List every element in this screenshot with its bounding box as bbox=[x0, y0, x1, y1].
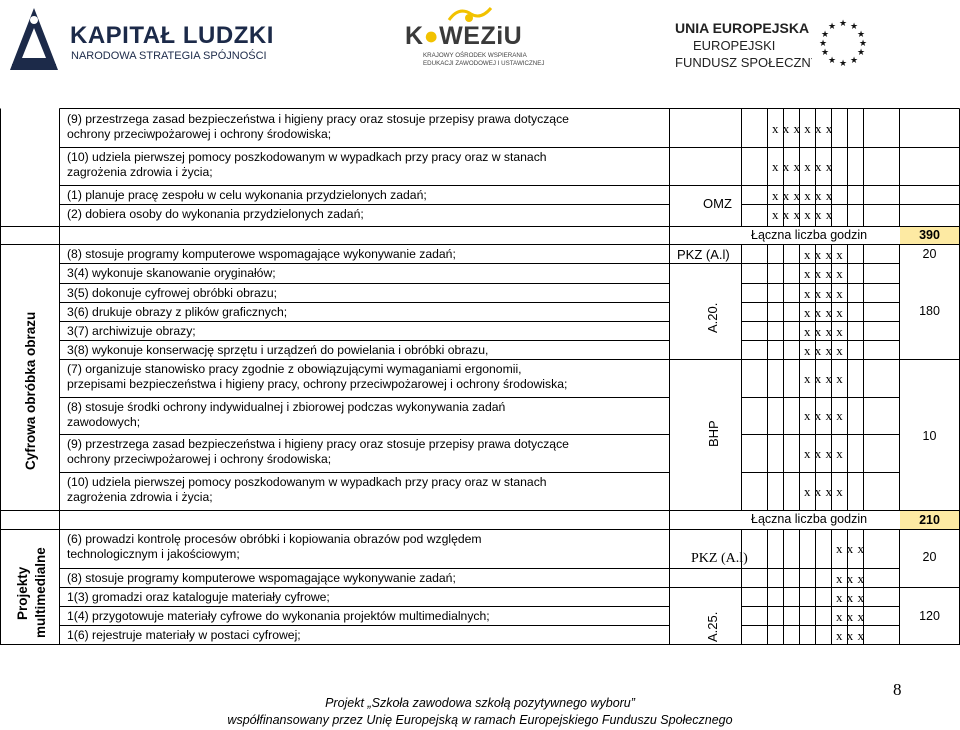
total-hours-value: 390 bbox=[900, 227, 959, 244]
list-item: 3(7) archiwizuje obrazy; bbox=[67, 324, 196, 338]
list-item: 1(4) przygotowuje materiały cyfrowe do wykonania projektów multimedialnych; bbox=[67, 609, 490, 623]
svg-text:★: ★ bbox=[820, 29, 830, 39]
svg-text:★: ★ bbox=[858, 38, 868, 48]
x-marks: x x x x bbox=[804, 247, 844, 262]
x-marks: x x x x x x bbox=[772, 159, 833, 174]
row-text-line: (7) organizuje stanowisko pracy zgodnie z obowiązującymi wymaganiami ergonomii, bbox=[67, 362, 522, 376]
x-marks: x x x x bbox=[804, 484, 844, 499]
total-hours-label: Łączna liczba godzin bbox=[751, 228, 868, 242]
row-text-line: zagrożenia zdrowia i życia; bbox=[67, 165, 213, 179]
module-code: OMZ bbox=[703, 196, 732, 211]
module-code-vertical: A.20. bbox=[705, 302, 720, 333]
row-text-line: (8) stosuje środki ochrony indywidualnej i zbiorowej podczas wykonywania zadań bbox=[67, 400, 506, 414]
svg-text:★: ★ bbox=[849, 55, 859, 65]
x-marks: x x x bbox=[836, 590, 865, 605]
list-item: (8) stosuje programy komputerowe wspomagające wykonywanie zadań; bbox=[67, 247, 456, 261]
hours-value: 20 bbox=[922, 550, 937, 564]
module-code: PKZ (A.l) bbox=[677, 247, 730, 262]
list-item: (8) stosuje programy komputerowe wspomagające wykonywanie zadań; bbox=[67, 571, 456, 585]
list-item bbox=[67, 112, 569, 142]
footer-project-title: Projekt „Szkoła zawodowa szkołą pozytywnego wyboru” bbox=[325, 696, 635, 710]
row-text-line: przepisami bezpieczeństwa i higieny pracy, ochrony przeciwpożarowej i ochrony środowiska; bbox=[67, 377, 568, 391]
hours-value: 10 bbox=[922, 429, 937, 443]
list-item bbox=[67, 532, 482, 562]
module-code: PKZ (A.l) bbox=[691, 551, 748, 566]
kapital-ludzki-subtitle: NARODOWA STRATEGIA SPÓJNOŚCI bbox=[71, 50, 267, 62]
section-side-label: Projekty bbox=[15, 566, 30, 620]
hours-value: 20 bbox=[922, 247, 937, 261]
list-item: 1(6) rejestruje materiały w postaci cyfrowej; bbox=[67, 628, 301, 642]
module-code-vertical: BHP bbox=[706, 420, 721, 447]
x-marks: x x x bbox=[836, 541, 865, 556]
svg-text:★: ★ bbox=[849, 21, 859, 31]
row-text-line: technologicznym i jakościowym; bbox=[67, 547, 240, 561]
svg-text:★: ★ bbox=[820, 47, 830, 57]
hours-value: 120 bbox=[919, 609, 940, 623]
module-code-vertical: A.25. bbox=[705, 611, 720, 642]
total-hours-value: 210 bbox=[900, 511, 959, 529]
x-marks: x x x x bbox=[804, 343, 844, 358]
x-marks: x x x x bbox=[804, 286, 844, 301]
x-marks: x x x bbox=[836, 628, 865, 643]
svg-text:★: ★ bbox=[818, 38, 828, 48]
hours-value: 180 bbox=[919, 304, 940, 318]
list-item: 3(4) wykonuje skanowanie oryginałów; bbox=[67, 266, 276, 280]
list-item: (1) planuje pracę zespołu w celu wykonania przydzielonych zadań; bbox=[67, 188, 427, 202]
svg-text:★: ★ bbox=[856, 29, 866, 39]
eu-line-2: EUROPEJSKI bbox=[693, 38, 776, 53]
list-item bbox=[67, 400, 505, 430]
list-item: 3(6) drukuje obrazy z plików graficznych; bbox=[67, 305, 288, 319]
eu-line-1: UNIA EUROPEJSKA bbox=[675, 20, 810, 36]
list-item: 3(8) wykonuje konserwację sprzętu i urządzeń do powielania i obróbki obrazu, bbox=[67, 343, 489, 357]
total-hours-label: Łączna liczba godzin bbox=[751, 512, 868, 526]
x-marks: x x x bbox=[836, 609, 865, 624]
row-text-line: ochrony przeciwpożarowej i ochrony środowiska; bbox=[67, 452, 332, 466]
list-item bbox=[67, 150, 547, 180]
row-text-line: (10) udziela pierwszej pomocy poszkodowanym w wypadkach przy pracy oraz w stanach bbox=[67, 150, 547, 164]
row-text-line: ochrony przeciwpożarowej i ochrony środowiska; bbox=[67, 127, 332, 141]
kowezu-wordmark: K●WEZiU bbox=[405, 22, 523, 50]
row-text-line: zagrożenia zdrowia i życia; bbox=[67, 490, 213, 504]
x-marks: x x x x bbox=[804, 324, 844, 339]
eu-line-3: FUNDUSZ SPOŁECZNY bbox=[675, 55, 820, 70]
row-text-line: (10) udziela pierwszej pomocy poszkodowanym w wypadkach przy pracy oraz w stanach bbox=[67, 475, 547, 489]
svg-text:★: ★ bbox=[827, 55, 837, 65]
kowezu-subtitle-2: EDUKACJI ZAWODOWEJ I USTAWICZNEJ bbox=[423, 60, 545, 67]
list-item: 3(5) dokonuje cyfrowej obróbki obrazu; bbox=[67, 286, 278, 300]
x-marks: x x x x bbox=[804, 266, 844, 281]
list-item: 1(3) gromadzi oraz kataloguje materiały cyfrowe; bbox=[67, 590, 330, 604]
list-item bbox=[67, 475, 547, 505]
svg-text:★: ★ bbox=[838, 58, 848, 68]
row-text-line: (9) przestrzega zasad bezpieczeństwa i higieny pracy oraz stosuje przepisy prawa dotyczące bbox=[67, 437, 569, 451]
x-marks: x x x x x x bbox=[772, 188, 833, 203]
list-item: (2) dobiera osoby do wykonania przydzielonych zadań; bbox=[67, 207, 364, 221]
svg-text:★: ★ bbox=[856, 47, 866, 57]
list-item bbox=[67, 437, 569, 467]
svg-text:★: ★ bbox=[827, 21, 837, 31]
section-side-label: Cyfrowa obróbka obrazu bbox=[23, 311, 38, 470]
x-marks: x x x x bbox=[804, 408, 844, 423]
x-marks: x x x x x x bbox=[772, 121, 833, 136]
section-side-label: multimedialne bbox=[33, 547, 48, 638]
footer-funding-note: współfinansowany przez Unię Europejską w ramach Europejskiego Funduszu Społecznego bbox=[227, 713, 733, 727]
page-number: 8 bbox=[893, 680, 902, 699]
row-text-line: (6) prowadzi kontrolę procesów obróbki i kopiowania obrazów pod względem bbox=[67, 532, 482, 546]
x-marks: x x x bbox=[836, 571, 865, 586]
list-item bbox=[67, 362, 567, 392]
kowezu-subtitle-1: KRAJOWY OŚRODEK WSPIERANIA bbox=[423, 52, 527, 59]
x-marks: x x x x x x bbox=[772, 207, 833, 222]
row-text-line: (9) przestrzega zasad bezpieczeństwa i higieny pracy oraz stosuje przepisy prawa dotyczące bbox=[67, 112, 569, 126]
x-marks: x x x x bbox=[804, 371, 844, 386]
svg-text:★: ★ bbox=[838, 18, 848, 28]
row-text-line: zawodowych; bbox=[67, 415, 141, 429]
x-marks: x x x x bbox=[804, 305, 844, 320]
x-marks: x x x x bbox=[804, 446, 844, 461]
kapital-ludzki-title: KAPITAŁ LUDZKI bbox=[70, 22, 274, 49]
